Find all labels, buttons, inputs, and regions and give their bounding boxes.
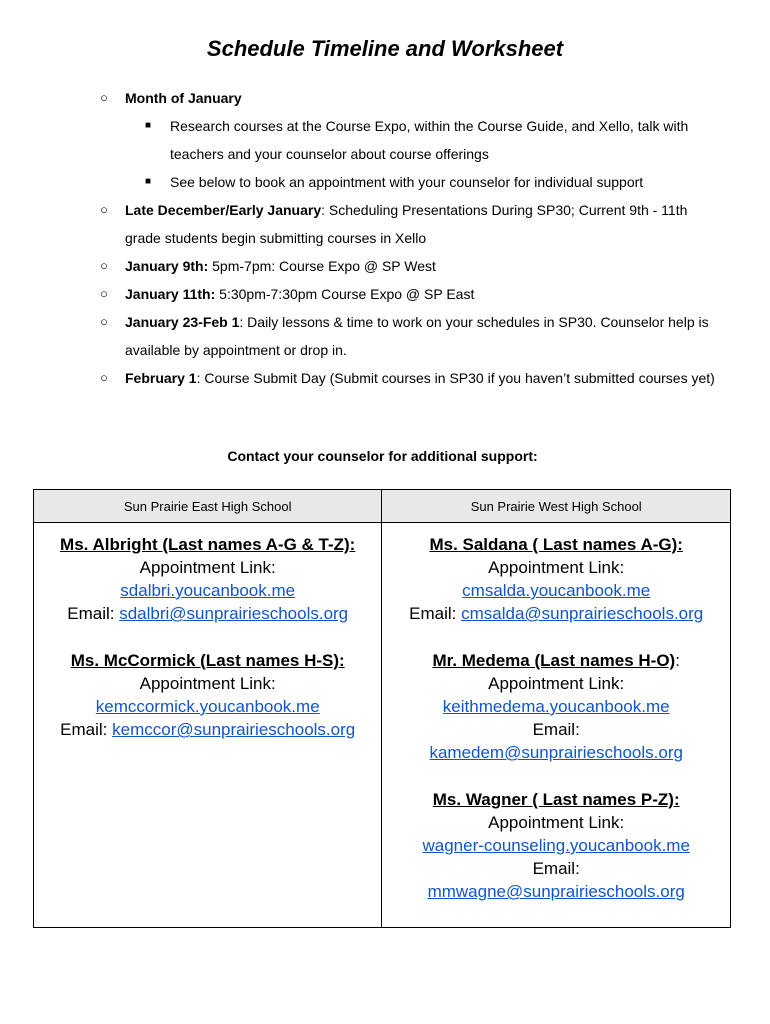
west-counselors-cell bbox=[382, 523, 731, 928]
timeline-item-date: Late December/Early January bbox=[125, 202, 322, 218]
timeline-item-text: : Scheduling Presentations During SP30; Current 9th - 11th grade students begin submitting courses in Xello bbox=[125, 202, 688, 246]
email-link[interactable]: kamedem@sunprairieschools.org bbox=[429, 743, 683, 762]
timeline-item bbox=[0, 280, 715, 308]
contact-heading: Contact your counselor for additional support: bbox=[227, 448, 538, 464]
appointment-link[interactable]: sdalbri.youcanbook.me bbox=[120, 581, 296, 600]
email-link[interactable]: cmsalda@sunprairieschools.org bbox=[461, 604, 704, 623]
circle-bullet-icon: ○ bbox=[100, 370, 108, 385]
email-link[interactable]: mmwagne@sunprairieschools.org bbox=[427, 882, 685, 901]
counselor-name: Ms. Wagner ( Last names P-Z): bbox=[432, 790, 680, 809]
timeline-item-date: January 23-Feb 1 bbox=[125, 314, 240, 330]
appointment-link[interactable]: cmsalda.youcanbook.me bbox=[462, 581, 651, 600]
circle-bullet-icon: ○ bbox=[100, 286, 108, 301]
counselor-block bbox=[34, 533, 381, 625]
timeline-item bbox=[0, 84, 715, 112]
counselor-name-suffix: : bbox=[675, 651, 680, 670]
timeline-item-date: Month of January bbox=[125, 90, 242, 106]
timeline-item-date: February 1 bbox=[125, 370, 197, 386]
square-bullet-icon: ■ bbox=[145, 176, 152, 187]
timeline-item bbox=[0, 196, 715, 252]
counselor-block bbox=[382, 788, 730, 903]
east-counselors-cell bbox=[34, 523, 382, 928]
appointment-link[interactable]: keithmedema.youcanbook.me bbox=[442, 697, 670, 716]
page-title: Schedule Timeline and Worksheet bbox=[206, 36, 564, 61]
circle-bullet-icon: ○ bbox=[100, 90, 108, 105]
circle-bullet-icon: ○ bbox=[100, 258, 108, 273]
counselor-name: Ms. McCormick (Last names H-S): bbox=[70, 651, 345, 670]
appointment-label: Appointment Link: bbox=[139, 674, 276, 693]
counselor-block bbox=[382, 649, 730, 764]
timeline-item-text: : Course Submit Day (Submit courses in SP30 if you haven’t submitted courses yet) bbox=[196, 370, 715, 386]
counselor-name: Mr. Medema (Last names H-O) bbox=[432, 651, 676, 670]
counselor-table bbox=[33, 489, 731, 928]
email-link[interactable]: sdalbri@sunprairieschools.org bbox=[119, 604, 349, 623]
circle-bullet-icon: ○ bbox=[100, 202, 108, 217]
school-header-west: Sun Prairie West High School bbox=[382, 490, 731, 523]
counselor-name: Ms. Albright (Last names A-G & T-Z): bbox=[60, 535, 356, 554]
email-label: Email: bbox=[409, 604, 462, 623]
timeline-item-date: January 9th: bbox=[125, 258, 209, 274]
school-header-east: Sun Prairie East High School bbox=[34, 490, 382, 523]
appointment-link[interactable]: wagner-counseling.youcanbook.me bbox=[422, 836, 690, 855]
timeline-item-text: 5:30pm-7:30pm Course Expo @ SP East bbox=[215, 286, 475, 302]
square-bullet-icon: ■ bbox=[145, 120, 152, 131]
email-label: Email: bbox=[532, 720, 580, 739]
timeline-item bbox=[0, 252, 715, 280]
counselor-name: Ms. Saldana ( Last names A-G): bbox=[429, 535, 683, 554]
timeline-item bbox=[0, 364, 715, 392]
email-label: Email: bbox=[532, 859, 580, 878]
appointment-label: Appointment Link: bbox=[139, 558, 276, 577]
timeline-item-text: : Daily lessons & time to work on your schedules in SP30. Counselor help is available by appointment or drop in. bbox=[125, 314, 709, 358]
email-label: Email: bbox=[67, 604, 120, 623]
timeline-item-date: January 11th: bbox=[125, 286, 216, 302]
appointment-link[interactable]: kemccormick.youcanbook.me bbox=[95, 697, 320, 716]
appointment-label: Appointment Link: bbox=[488, 813, 625, 832]
appointment-label: Appointment Link: bbox=[488, 558, 625, 577]
counselor-block bbox=[382, 533, 730, 625]
email-label: Email: bbox=[60, 720, 113, 739]
timeline-list bbox=[0, 84, 770, 392]
timeline-subitem-text: See below to book an appointment with your counselor for individual support bbox=[170, 174, 644, 190]
timeline-subitem-text: Research courses at the Course Expo, within the Course Guide, and Xello, talk with teachers and your counselor about course offerings bbox=[170, 118, 689, 162]
counselor-block bbox=[34, 649, 381, 741]
timeline-item bbox=[0, 308, 715, 364]
timeline-item-text: 5pm-7pm: Course Expo @ SP West bbox=[208, 258, 436, 274]
email-link[interactable]: kemccor@sunprairieschools.org bbox=[112, 720, 356, 739]
appointment-label: Appointment Link: bbox=[488, 674, 625, 693]
timeline-subitem bbox=[0, 112, 735, 168]
circle-bullet-icon: ○ bbox=[100, 314, 108, 329]
timeline-subitem bbox=[0, 168, 735, 196]
